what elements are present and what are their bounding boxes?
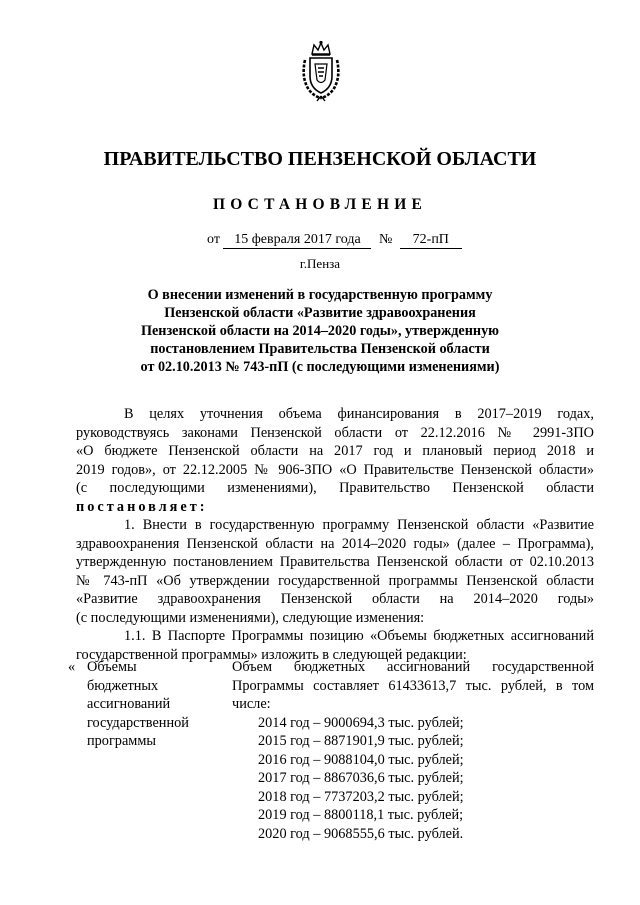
document-date: 15 февраля 2017 года <box>223 232 371 249</box>
resolves-word: постановляет: <box>76 498 208 515</box>
year-amount: 2020 год – 9068555,6 тыс. рублей. <box>258 825 464 842</box>
position-line: Объемы <box>87 659 137 675</box>
subject-line: Пензенской области на 2014–2020 годы», утвержденную <box>140 323 500 339</box>
year-amount: 2018 год – 7737203,2 тыс. рублей; <box>258 788 464 805</box>
year-amount: 2017 год – 8867036,6 тыс. рублей; <box>258 770 464 786</box>
body-line: 1.1. В Паспорте Программы позицию «Объемы бюджетных ассигнований <box>124 628 594 644</box>
government-title: ПРАВИТЕЛЬСТВО ПЕНЗЕНСКОЙ ОБЛАСТИ <box>103 148 537 170</box>
body-line: утвержденную постановлением Правительства Пензенской области от 02.10.2013 <box>76 554 594 570</box>
open-quote: « <box>68 659 76 675</box>
document-body <box>76 405 594 664</box>
city: г.Пенза <box>299 256 341 271</box>
body-line: 1. Внести в государственную программу Пензенской области «Развитие <box>124 517 594 533</box>
value-line: Объем бюджетных ассигнований государственной <box>232 659 594 675</box>
position-line: государственной <box>87 714 189 731</box>
document-type: ПОСТАНОВЛЕНИЕ <box>212 196 428 213</box>
body-line: государственной программы» изложить в следующей редакции: <box>76 646 467 663</box>
year-amount: 2014 год – 9000694,3 тыс. рублей; <box>258 714 464 731</box>
date-number-line <box>207 232 462 249</box>
document-subject <box>0 286 640 376</box>
body-line: № 743-пП «Об утверждении государственной программы Пензенской области <box>76 572 594 589</box>
position-line: программы <box>87 733 157 749</box>
subject-line: Пензенской области «Развитие здравоохранения <box>164 305 476 321</box>
body-line: «Развитие здравоохранения Пензенской области на 2014–2020 годы» <box>76 591 594 607</box>
position-value <box>232 658 594 843</box>
body-line: «О бюджете Пензенской области на 2017 год и плановый период 2018 и <box>76 443 594 459</box>
position-line: бюджетных <box>87 677 159 694</box>
coat-of-arms-icon <box>299 40 343 102</box>
body-line: руководствуясь законами Пензенской области от 22.12.2016 № 2991-ЗПО <box>76 424 594 441</box>
year-amount: 2016 год – 9088104,0 тыс. рублей; <box>258 751 464 768</box>
body-line: здравоохранения Пензенской области на 2014–2020 годы» (далее – Программа), <box>76 535 594 552</box>
position-name <box>87 658 217 751</box>
subject-line: О внесении изменений в государственную программу <box>147 287 493 303</box>
yearly-amounts <box>258 714 594 844</box>
document-number: 72-пП <box>400 232 462 249</box>
year-amount: 2019 год – 8800118,1 тыс. рублей; <box>258 807 464 823</box>
body-line: (с последующими изменениями), следующие изменения: <box>76 609 425 626</box>
number-prefix: № <box>378 232 393 247</box>
subject-line: постановлением Правительства Пензенской области <box>150 341 490 357</box>
position-line: ассигнований <box>87 696 171 712</box>
body-line: 2019 годов», от 22.12.2005 № 906-ЗПО «О Правительстве Пензенской области» <box>76 461 594 478</box>
subject-line: от 02.10.2013 № 743-пП (с последующими изменениями) <box>140 359 500 375</box>
value-line: Программы составляет 61433613,7 тыс. рублей, в том <box>232 677 594 694</box>
body-line: В целях уточнения объема финансирования в 2017–2019 годах, <box>124 406 594 422</box>
year-amount: 2015 год – 8871901,9 тыс. рублей; <box>258 733 464 749</box>
date-prefix: от <box>207 232 220 247</box>
value-line: числе: <box>232 696 271 712</box>
body-line: (с последующими изменениями), Правительство Пензенской области <box>76 480 594 496</box>
